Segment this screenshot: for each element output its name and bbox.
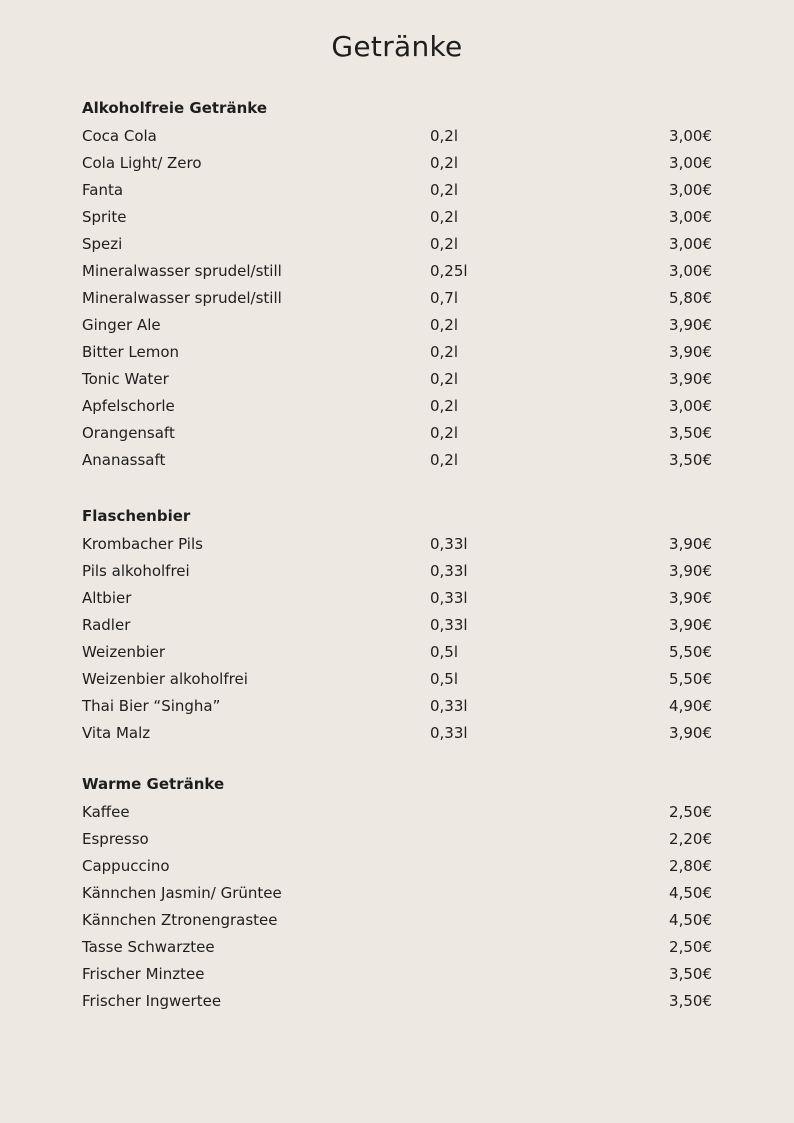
item-price: 3,50€ <box>669 992 712 1010</box>
item-price: 5,80€ <box>669 289 712 307</box>
item-name: Ananassaft <box>82 451 166 469</box>
item-price: 3,90€ <box>669 616 712 634</box>
menu-item-row <box>82 585 714 612</box>
item-name: Orangensaft <box>82 424 175 442</box>
item-size: 0,2l <box>430 208 459 226</box>
item-name: Sprite <box>82 208 127 226</box>
item-price: 3,00€ <box>669 181 712 199</box>
item-price: 4,50€ <box>669 911 712 929</box>
menu-item-row <box>82 339 714 366</box>
item-name: Ginger Ale <box>82 316 161 334</box>
item-size: 0,2l <box>430 451 459 469</box>
item-size: 0,7l <box>430 289 459 307</box>
menu-item-row <box>82 420 714 447</box>
item-price: 3,00€ <box>669 262 712 280</box>
item-size: 0,2l <box>430 424 459 442</box>
item-size: 0,33l <box>430 724 468 742</box>
item-name: Vita Malz <box>82 724 151 742</box>
item-price: 3,00€ <box>669 397 712 415</box>
item-name: Altbier <box>82 589 132 607</box>
menu-item-row <box>82 934 714 961</box>
menu-item-row <box>82 150 714 177</box>
menu-item-row <box>82 177 714 204</box>
item-name: Cappuccino <box>82 857 170 875</box>
item-price: 4,90€ <box>669 697 712 715</box>
menu-item-row <box>82 988 714 1015</box>
item-name: Coca Cola <box>82 127 157 145</box>
item-name: Thai Bier “Singha” <box>82 697 221 715</box>
item-size: 0,33l <box>430 589 468 607</box>
item-name: Mineralwasser sprudel/still <box>82 289 282 307</box>
item-size: 0,2l <box>430 343 459 361</box>
item-name: Kännchen Jasmin/ Grüntee <box>82 884 282 902</box>
menu-item-row <box>82 799 714 826</box>
item-name: Cola Light/ Zero <box>82 154 202 172</box>
item-size: 0,2l <box>430 181 459 199</box>
menu-item-row <box>82 558 714 585</box>
item-size: 0,33l <box>430 697 468 715</box>
item-name: Kaffee <box>82 803 130 821</box>
menu-item-row <box>82 826 714 853</box>
item-name: Fanta <box>82 181 124 199</box>
menu-item-row <box>82 312 714 339</box>
page-title: Getränke <box>331 30 463 63</box>
item-price: 2,20€ <box>669 830 712 848</box>
menu-item-row <box>82 285 714 312</box>
item-size: 0,2l <box>430 370 459 388</box>
item-size: 0,33l <box>430 616 468 634</box>
item-price: 2,50€ <box>669 938 712 956</box>
item-size: 0,2l <box>430 154 459 172</box>
item-name: Mineralwasser sprudel/still <box>82 262 282 280</box>
item-size: 0,25l <box>430 262 468 280</box>
menu-item-row <box>82 639 714 666</box>
menu-item-row <box>82 123 714 150</box>
item-price: 3,90€ <box>669 370 712 388</box>
menu-item-row <box>82 853 714 880</box>
item-price: 3,90€ <box>669 589 712 607</box>
section-flaschenbier <box>82 504 714 747</box>
menu-item-row <box>82 231 714 258</box>
menu-item-row <box>82 907 714 934</box>
item-size: 0,33l <box>430 535 468 553</box>
item-price: 3,50€ <box>669 965 712 983</box>
menu-item-row <box>82 666 714 693</box>
item-name: Weizenbier <box>82 643 166 661</box>
item-name: Frischer Ingwertee <box>82 992 222 1010</box>
item-price: 3,00€ <box>669 154 712 172</box>
item-size: 0,2l <box>430 127 459 145</box>
section-heading: Alkoholfreie Getränke <box>82 99 267 117</box>
item-name: Krombacher Pils <box>82 535 203 553</box>
item-name: Tonic Water <box>82 370 169 388</box>
item-name: Apfelschorle <box>82 397 175 415</box>
menu-item-row <box>82 366 714 393</box>
menu-item-row <box>82 204 714 231</box>
item-price: 3,00€ <box>669 235 712 253</box>
section-heading: Warme Getränke <box>82 775 225 793</box>
menu-item-row <box>82 693 714 720</box>
item-name: Tasse Schwarztee <box>82 938 215 956</box>
item-price: 3,50€ <box>669 451 712 469</box>
item-name: Pils alkoholfrei <box>82 562 190 580</box>
item-price: 3,50€ <box>669 424 712 442</box>
item-price: 3,90€ <box>669 316 712 334</box>
menu-item-row <box>82 612 714 639</box>
item-price: 3,90€ <box>669 562 712 580</box>
item-name: Radler <box>82 616 131 634</box>
item-price: 2,50€ <box>669 803 712 821</box>
item-size: 0,33l <box>430 562 468 580</box>
section-warme-getraenke <box>82 772 714 1015</box>
item-price: 4,50€ <box>669 884 712 902</box>
menu-item-row <box>82 393 714 420</box>
item-price: 3,90€ <box>669 343 712 361</box>
item-price: 2,80€ <box>669 857 712 875</box>
menu-item-row <box>82 531 714 558</box>
item-size: 0,5l <box>430 643 459 661</box>
item-name: Spezi <box>82 235 123 253</box>
section-alkoholfreie-getraenke <box>82 96 714 474</box>
menu-item-row <box>82 258 714 285</box>
section-heading: Flaschenbier <box>82 507 191 525</box>
item-size: 0,2l <box>430 235 459 253</box>
item-name: Frischer Minztee <box>82 965 205 983</box>
menu-item-row <box>82 880 714 907</box>
item-price: 3,00€ <box>669 208 712 226</box>
item-name: Weizenbier alkoholfrei <box>82 670 248 688</box>
item-size: 0,5l <box>430 670 459 688</box>
menu-item-row <box>82 720 714 747</box>
item-price: 5,50€ <box>669 670 712 688</box>
item-price: 3,90€ <box>669 535 712 553</box>
item-price: 3,00€ <box>669 127 712 145</box>
item-price: 5,50€ <box>669 643 712 661</box>
item-size: 0,2l <box>430 316 459 334</box>
menu-item-row <box>82 447 714 474</box>
menu-item-row <box>82 961 714 988</box>
item-name: Bitter Lemon <box>82 343 180 361</box>
item-size: 0,2l <box>430 397 459 415</box>
item-name: Espresso <box>82 830 149 848</box>
item-name: Kännchen Ztronengrastee <box>82 911 278 929</box>
item-price: 3,90€ <box>669 724 712 742</box>
